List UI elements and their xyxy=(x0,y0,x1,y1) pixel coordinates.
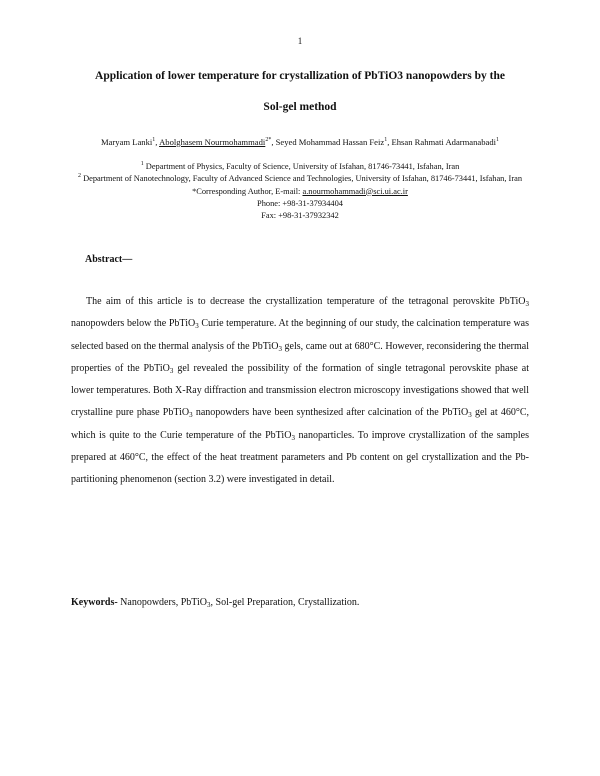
keywords-text: Nanopowders, PbTiO xyxy=(117,597,208,608)
corresponding-author xyxy=(70,186,530,198)
affiliations xyxy=(70,161,530,222)
author-name: Seyed Mohammad Hassan Feiz xyxy=(275,137,385,147)
abstract-text: gels, came out at 680°C. However, reconsidering the thermal properties of the PbTiO xyxy=(71,340,529,374)
author-affiliation-mark: 1 xyxy=(152,137,156,143)
abstract-text: gel at 460°C, which is quite to the Curie temperature of the PbTiO xyxy=(71,407,529,441)
author-affiliation-mark: 1 xyxy=(384,137,388,143)
abstract-text: gel revealed the possibility of the formation of single tetragonal perovskite phase at lower temperatures. Both X-Ray diffraction and transmission electron microscopy investigations showed that well crystalline pure phase PbTiO xyxy=(71,362,529,419)
affiliation-text: Department of Physics, Faculty of Science, University of Isfahan, 81746-73441, Isfahan, Iran xyxy=(145,162,460,171)
abstract-text: nanopowders below the PbTiO xyxy=(71,318,196,330)
subscript: 3 xyxy=(189,411,193,420)
affiliation-text: Department of Nanotechnology, Faculty of Advanced Science and Technologies, University of Isfahan, 81746-73441, Isfahan, Iran xyxy=(83,174,523,184)
subscript: 3 xyxy=(291,433,295,442)
keywords-label: Keywords- xyxy=(71,597,118,608)
author-list: Maryam Lanki$^1$, Abolghasem Nourmohammadi$^{2*}$, Seyed Mohammad Hassan Feiz$^1$, Ehsan Rahmati Adarmanabadi$^1$ xyxy=(100,137,500,147)
abstract-body xyxy=(71,291,529,492)
abstract-text: Curie temperature. At the beginning of our study, the calcination temperature was selected based on the thermal analysis of the PbTiO xyxy=(71,318,529,352)
corresponding-label: *Corresponding Author, E-mail: xyxy=(192,186,301,196)
paper-title-line-2: Sol-gel method xyxy=(263,101,337,113)
author-name: Maryam Lanki xyxy=(100,137,153,147)
subscript: 3 xyxy=(195,322,199,331)
subscript: 3 xyxy=(207,601,211,609)
page-number: 1 xyxy=(297,36,303,46)
author-affiliation-mark: 2* xyxy=(265,137,272,143)
keywords-text: , Sol-gel Preparation, Crystallization. xyxy=(210,597,360,608)
email-link[interactable]: a.nourmohammadi@sci.ui.ac.ir xyxy=(302,186,408,196)
abstract-text: nanopowders have been synthesized after calcination of the PbTiO xyxy=(192,407,469,419)
abstract-heading: Abstract— xyxy=(85,254,133,265)
affiliation-mark: 2 xyxy=(77,173,81,180)
author-name: Ehsan Rahmati Adarmanabadi xyxy=(391,137,497,147)
fax: Fax: +98-31-37932342 xyxy=(261,211,339,221)
affiliation-mark: 1 xyxy=(140,161,144,167)
paper-title-line-1: Application of lower temperature for crystallization of PbTiO3 nanopowders by the xyxy=(95,70,505,82)
subscript: 3 xyxy=(169,366,174,375)
author-affiliation-mark: 1 xyxy=(496,137,500,143)
affiliation-1 xyxy=(70,161,530,173)
phone: Phone: +98-31-37934404 xyxy=(257,198,343,208)
subscript: 3 xyxy=(278,344,282,353)
abstract-text: nanoparticles. To improve crystallization of the samples prepared at 460°C, the effect of the heat treatment parameters and Pb content on gel crystallization and the Pb-partitioning phenomenon (section 3.2) were investigated in detail. xyxy=(71,429,529,486)
keywords xyxy=(71,597,531,608)
subscript: 3 xyxy=(468,411,472,420)
subscript: 3 xyxy=(525,300,529,308)
affiliation-2 xyxy=(70,173,530,185)
author-name: Abolghasem Nourmohammadi xyxy=(159,137,266,147)
abstract-text: The aim of this article is to decrease the crystallization temperature of the tetragonal perovskite PbTiO xyxy=(86,296,526,307)
